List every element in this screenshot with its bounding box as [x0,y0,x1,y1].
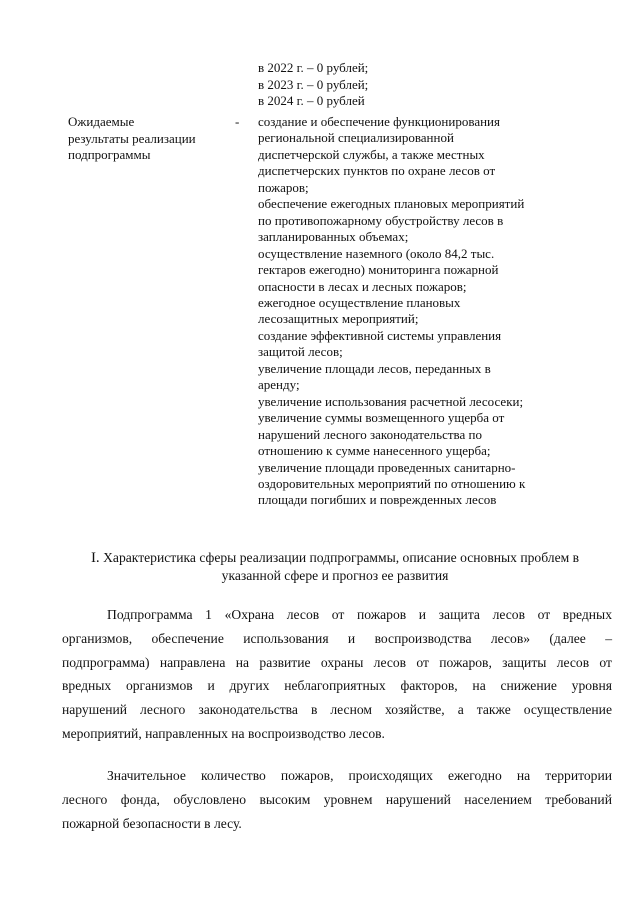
result-line: увеличение использования расчетной лесосеки; [258,393,524,409]
result-line: аренду; [258,377,300,393]
result-line: ежегодное осуществление плановых [258,294,461,310]
label-line: Ожидаемые [68,114,135,129]
result-line: опасности в лесах и лесных пожаров; [258,278,467,294]
result-line: диспетчерской службы, а также местных [258,146,485,162]
result-line: оздоровительных мероприятий по отношению к [258,475,526,491]
result-line: создание и обеспечение функционирования [258,114,500,129]
paragraph-line: лесного фонда, обусловлено высоким уровнем нарушений населением требований [62,791,612,807]
paragraph-line: мероприятий, направленных на воспроизводство лесов. [62,725,385,741]
label-separator: - [235,114,240,129]
result-line: лесозащитных мероприятий; [258,311,419,327]
result-line: по противопожарному обустройству лесов в [258,212,504,228]
result-line: запланированных объемах; [258,229,409,245]
result-line: осуществление наземного (около 84,2 тыс. [258,245,495,261]
budget-line-2022: в 2022 г. – 0 рублей; [258,60,369,75]
paragraph-line: Подпрограмма 1 «Охрана лесов от пожаров и защита лесов от вредных [107,607,612,622]
budget-line-2024: в 2024 г. – 0 рублей [258,93,365,108]
section-heading [50,549,620,584]
result-line: увеличение суммы возмещенного ущерба от [258,410,505,426]
result-line: региональной специализированной [258,130,454,146]
paragraph-1 [62,603,612,746]
label-line: подпрограммы [68,147,151,162]
result-line: гектаров ежегодно) мониторинга пожарной [258,262,499,278]
paragraph-line: Значительное количество пожаров, происходящих ежегодно на территории [107,768,612,783]
paragraph-2 [62,764,612,835]
label-line: результаты реализации [68,130,196,146]
expected-results-list [258,114,588,509]
result-line: нарушений лесного законодательства по [258,426,482,442]
result-line: отношению к сумме нанесенного ущерба; [258,443,491,459]
section-heading-line-2: указанной сфере и прогноз ее развития [221,568,449,583]
result-line: площади погибших и поврежденных лесов [258,492,497,508]
result-line: создание эффективной системы управления [258,327,502,343]
result-line: увеличение площади лесов, переданных в [258,360,491,376]
result-line: пожаров; [258,179,309,195]
paragraph-line: вредных организмов и других неблагоприятных факторов, на снижение уровня [62,678,612,694]
paragraph-line: организмов, обеспечение использования и воспроизводства лесов» (далее – [62,630,612,646]
expected-results-label [68,114,243,164]
paragraph-line: нарушений лесного законодательства в лесном хозяйстве, а также осуществление [62,702,612,718]
section-heading-text-1: Характеристика сферы реализации подпрограммы, описание основных проблем в [103,550,580,565]
result-line: защитой лесов; [258,344,343,360]
result-line: обеспечение ежегодных плановых мероприятий [258,196,525,212]
paragraph-line: пожарной безопасности в лесу. [62,815,242,831]
budget-line-2023: в 2023 г. – 0 рублей; [258,76,369,92]
section-numeral: I. [90,550,100,566]
paragraph-line: подпрограмма) направлена на развитие охраны лесов от пожаров, защиты лесов от [62,654,612,670]
section-heading-line-1 [50,549,620,567]
result-line: диспетчерских пунктов по охране лесов от [258,163,496,179]
budget-lines [258,60,588,110]
result-line: увеличение площади проведенных санитарно- [258,459,516,475]
